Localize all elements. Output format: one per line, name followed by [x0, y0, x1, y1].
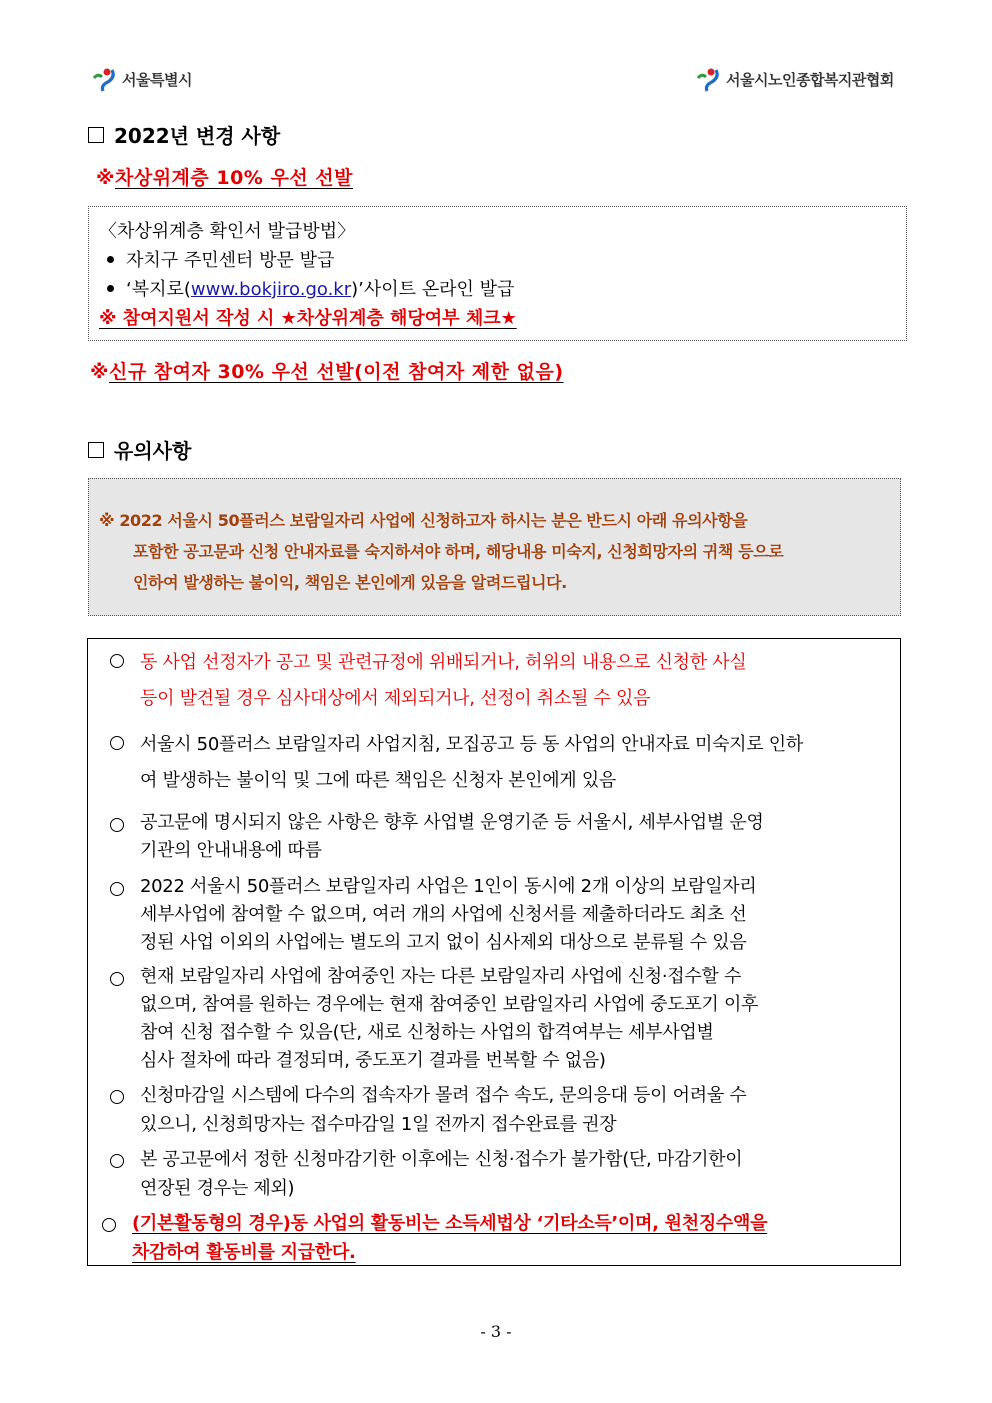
- item-line: 본 공고문에서 정한 신청마감기한 이후에는 신청·접수가 불가함(단, 마감기한이: [140, 1149, 743, 1170]
- section-title: 2022년 변경 사항: [114, 124, 281, 148]
- item-line: 동 사업 선정자가 공고 및 관련규정에 위배되거나, 허위의 내용으로 신청한 사실: [140, 652, 747, 673]
- notice-line: 포함한 공고문과 신청 안내자료를 숙지하셔야 하며, 해당내용 미숙지, 신청희망자의 귀책 등으로: [133, 542, 784, 561]
- list-item: [106, 1145, 890, 1203]
- item-line: 등이 발견될 경우 심사대상에서 제외되거나, 선정이 취소될 수 있음: [140, 688, 651, 709]
- bullet-item: [99, 275, 896, 304]
- warning-text: ※ 참여지원서 작성 시 ★차상위계층 해당여부 체크★: [99, 308, 517, 329]
- association-logo: [696, 66, 894, 92]
- right-logo-text: 서울시노인종합복지관협회: [726, 70, 894, 89]
- list-item: [106, 1081, 890, 1139]
- item-line: 서울시 50플러스 보람일자리 사업지침, 모집공고 등 동 사업의 안내자료 미숙지로 인하: [140, 734, 803, 755]
- priority-text: 차상위계층 10% 우선 선발: [114, 167, 353, 189]
- notice-box: [88, 478, 901, 616]
- item-line: 정된 사업 이외의 사업에는 별도의 고지 없이 심사제외 대상으로 분류될 수 있음: [140, 932, 747, 953]
- circle-bullet-icon: [110, 882, 124, 896]
- list-item: [106, 727, 890, 799]
- item-line: 현재 보람일자리 사업에 참여중인 자는 다른 보람일자리 사업에 신청·접수할 수: [140, 966, 742, 987]
- circle-bullet-icon: [110, 972, 124, 986]
- notice-line: 인하여 발생하는 불이익, 책임은 본인에게 있음을 알려드립니다.: [133, 573, 567, 592]
- bullet-icon: [107, 285, 114, 292]
- bullet-text: )’사이트 온라인 발급: [351, 279, 515, 300]
- item-line: 없으며, 참여를 원하는 경우에는 현재 참여중인 보람일자리 사업에 중도포기 이후: [140, 994, 759, 1015]
- certificate-info-box: [88, 206, 907, 341]
- circle-bullet-icon: [110, 736, 124, 750]
- circle-bullet-icon: [110, 1154, 124, 1168]
- list-item: [106, 809, 890, 865]
- item-line: 기관의 안내내용에 따름: [140, 840, 322, 861]
- left-logo-text: 서울특별시: [122, 70, 192, 89]
- bullet-text: ‘복지로(: [126, 279, 191, 300]
- page-number: - 3 -: [480, 1322, 512, 1341]
- circle-bullet-icon: [102, 1218, 116, 1232]
- warning-line: [99, 304, 896, 333]
- item-line: 연장된 경우는 제외): [140, 1178, 295, 1199]
- item-line: 공고문에 명시되지 않은 사항은 향후 사업별 운영기준 등 서울시, 세부사업별 운영: [140, 812, 764, 833]
- seoul-logo-icon: [696, 66, 722, 92]
- seoul-city-logo: [92, 66, 192, 92]
- section-heading-precautions: [88, 435, 191, 464]
- item-line: (기본활동형의 경우)동 사업의 활동비는 소득세법상 ‘기타소득’이며, 원천징수액을: [132, 1213, 768, 1234]
- circle-bullet-icon: [110, 818, 124, 832]
- reference-mark: ※: [90, 361, 109, 383]
- priority-text: 신규 참여자 30% 우선 선발(이전 참여자 제한 없음): [108, 361, 564, 383]
- reference-mark: ※: [96, 167, 115, 189]
- seoul-logo-icon: [92, 66, 118, 92]
- notice-line: ※ 2022 서울시 50플러스 보람일자리 사업에 신청하고자 하시는 분은 반드시 아래 유의사항을: [99, 511, 748, 530]
- item-line: 신청마감일 시스템에 다수의 접속자가 몰려 접수 속도, 문의응대 등이 어려울 수: [140, 1085, 747, 1106]
- section-heading-changes: [88, 120, 280, 149]
- checkbox-square-icon: [88, 127, 104, 143]
- bullet-item: [99, 246, 896, 275]
- bullet-text: 자치구 주민센터 방문 발급: [126, 250, 335, 271]
- list-item: [106, 963, 890, 1075]
- item-line: 참여 신청 접수할 수 있음(단, 새로 신청하는 사업의 합격여부는 세부사업별: [140, 1022, 714, 1043]
- section-title: 유의사항: [114, 439, 192, 463]
- item-line: 심사 절차에 따라 결정되며, 중도포기 결과를 번복할 수 없음): [140, 1050, 606, 1071]
- item-line: 차감하여 활동비를 지급한다.: [132, 1242, 356, 1263]
- circle-bullet-icon: [110, 654, 124, 668]
- checkbox-square-icon: [88, 442, 104, 458]
- box-heading: 〈차상위계층 확인서 발급방법〉: [99, 221, 356, 242]
- list-item: [106, 645, 890, 717]
- priority-new-participants: [90, 357, 564, 384]
- list-item: [106, 1209, 890, 1267]
- precaution-list: [87, 638, 901, 1266]
- bullet-icon: [107, 256, 114, 263]
- item-line: 2022 서울시 50플러스 보람일자리 사업은 1인이 동시에 2개 이상의 보람일자리: [140, 876, 757, 897]
- item-line: 세부사업에 참여할 수 없으며, 여러 개의 사업에 신청서를 제출하더라도 최초 선: [140, 904, 747, 925]
- item-line: 있으니, 신청희망자는 접수마감일 1일 전까지 접수완료를 권장: [140, 1114, 617, 1135]
- bokjiro-link[interactable]: www.bokjiro.go.kr: [190, 279, 352, 300]
- circle-bullet-icon: [110, 1090, 124, 1104]
- list-item: [106, 873, 890, 957]
- item-line: 여 발생하는 불이익 및 그에 따른 책임은 신청자 본인에게 있음: [140, 770, 616, 791]
- priority-low-income: [96, 163, 353, 190]
